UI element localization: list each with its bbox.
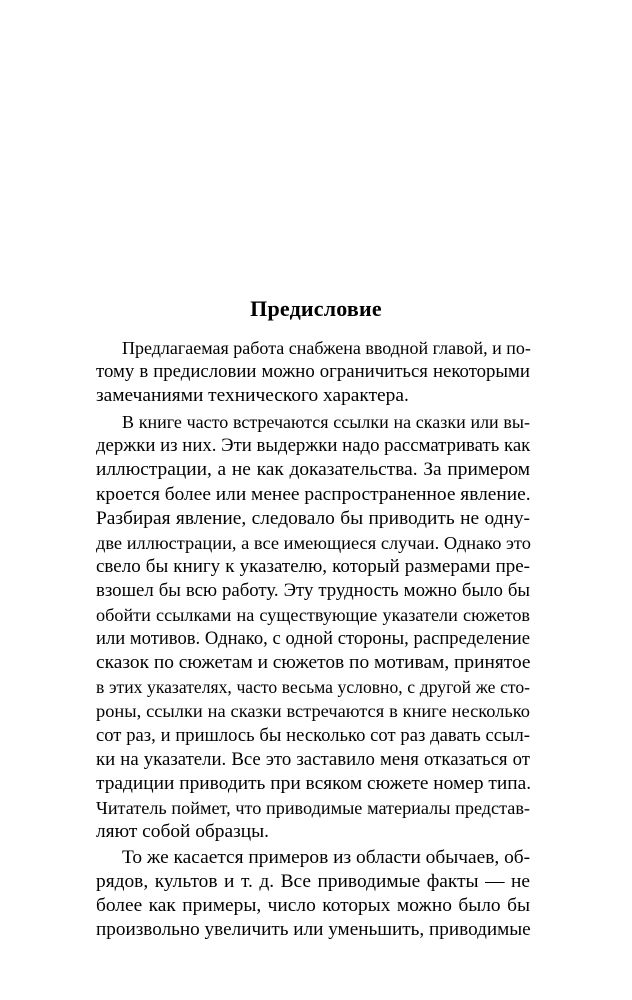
text-line: В книге часто встречаются ссылки на сказки или вы-: [122, 412, 530, 433]
text-line: роны, ссылки на сказки встречаются в книге несколько: [96, 701, 530, 722]
text-line: иллюстрации, а не как доказательства. За примером: [96, 459, 530, 481]
text-line: сказок по сюжетам и сюжетов по мотивам, принятое: [96, 652, 531, 674]
text-line: ляют собой образцы.: [96, 820, 270, 842]
text-line: тому в предисловии можно ограничиться некоторыми: [96, 361, 530, 383]
text-line: или мотивов. Однако, с одной стороны, распределение: [96, 628, 530, 650]
text-line: обойти ссылками на существующие указатели сюжетов: [96, 605, 530, 626]
text-line: То же касается примеров из области обычаев, об-: [122, 846, 531, 868]
text-line: в этих указателях, часто весьма условно, с другой же сто-: [96, 677, 530, 698]
text-line: Разбирая явление, следовало бы приводить не одну-: [96, 507, 530, 529]
text-line: произвольно увеличить или уменьшить, приводимые: [96, 919, 531, 941]
text-line: замечаниями технического характера.: [96, 385, 409, 407]
text-line: рядов, культов и т. д. Все приводимые факты — не: [96, 871, 530, 893]
text-line: держки из них. Эти выдержки надо рассматривать как: [96, 435, 531, 457]
text-line: Читатель поймет, что приводимые материалы представ-: [96, 797, 530, 818]
text-line: ки на указатели. Все это заставило меня отказаться от: [96, 748, 530, 770]
paragraph-1: [96, 336, 530, 408]
text-line: Предлагаемая работа снабжена вводной главой, и по-: [122, 338, 531, 358]
text-line: взошел бы всю работу. Эту трудность можно было бы: [96, 579, 530, 601]
text-line: традиции приводить при всяком сюжете номер типа.: [96, 772, 532, 794]
text-line: более как примеры, число которых можно было бы: [96, 895, 530, 917]
text-line: свело бы книгу к указателю, который размерами пре-: [96, 555, 530, 577]
page-title: Предисловие: [250, 296, 382, 321]
paragraph-3: [96, 846, 530, 942]
text-line: две иллюстрации, а все имеющиеся случаи. Однако это: [96, 532, 531, 553]
body-text: [96, 336, 530, 942]
text-line: кроется более или менее распространенное явление.: [96, 483, 531, 505]
text-line: сот раз, и пришлось бы несколько сот раз давать ссыл-: [96, 724, 530, 746]
paragraph-2: [96, 410, 530, 844]
